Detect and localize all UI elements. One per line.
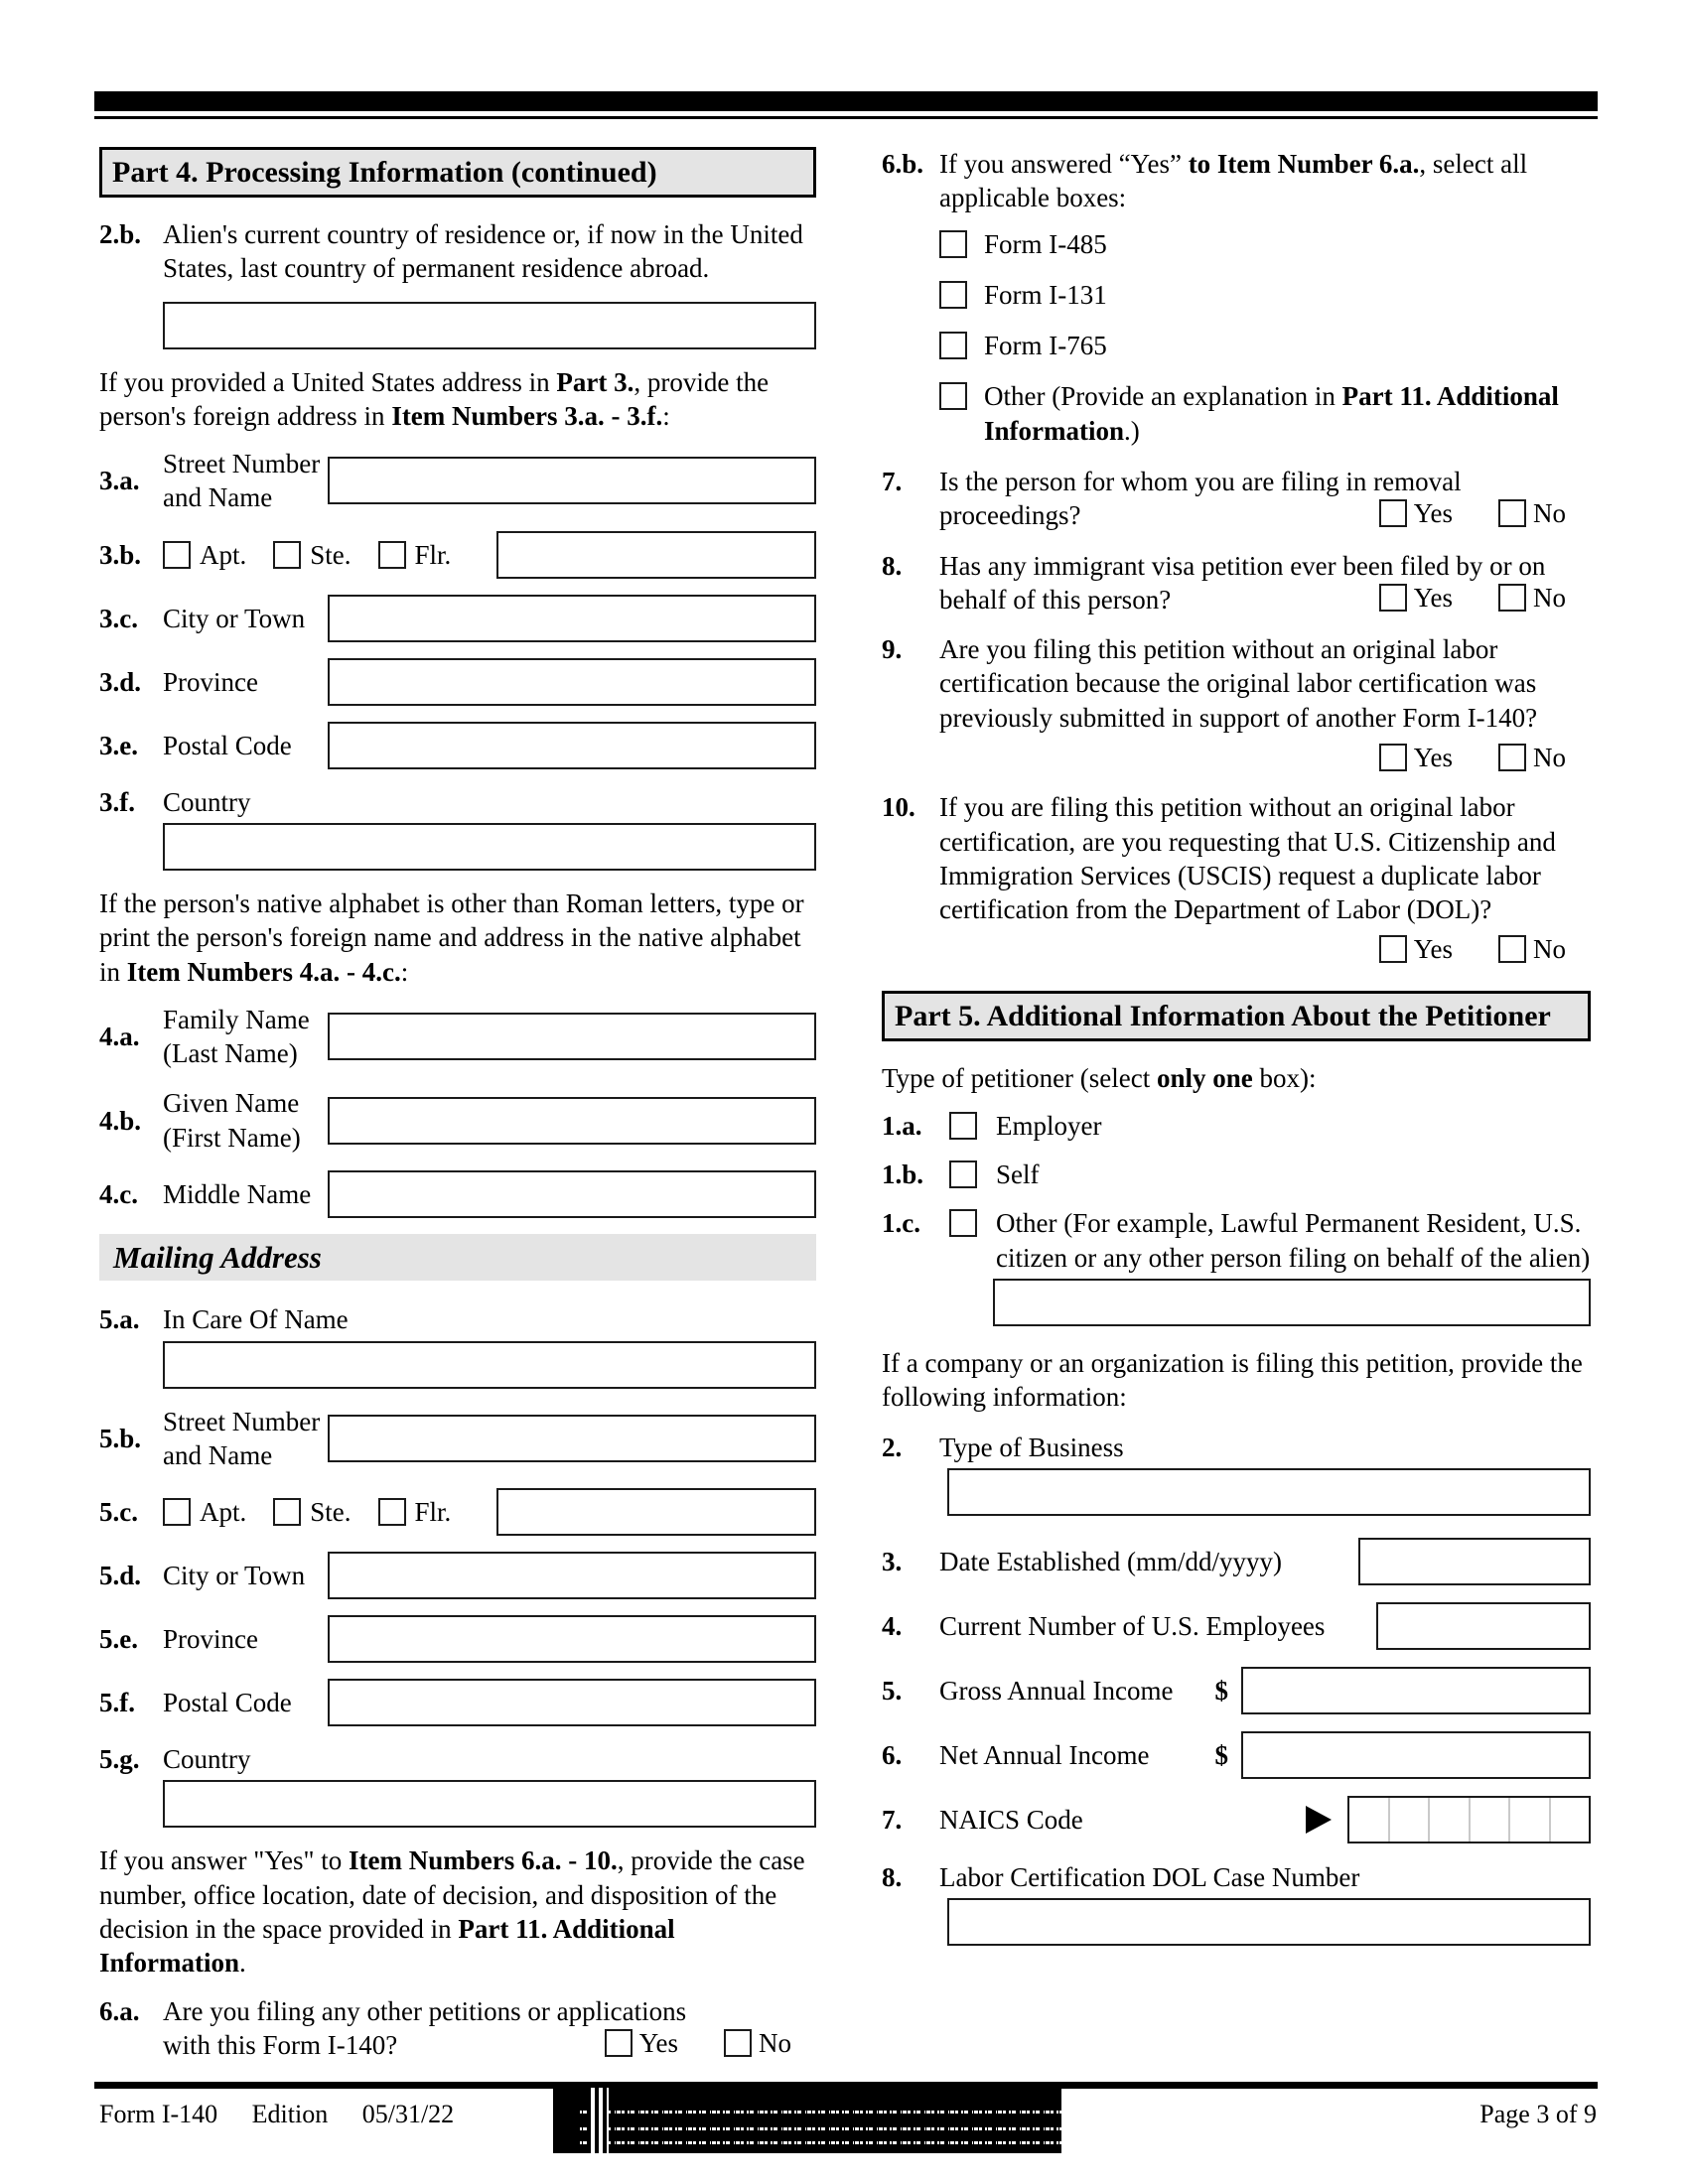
checkbox-3b-flr-label: Flr. xyxy=(414,539,452,570)
question-2b xyxy=(99,217,816,286)
question-3b-number: 3.b. xyxy=(99,539,142,570)
question-7-yes-no xyxy=(1379,496,1566,530)
checkbox-3b-apt[interactable] xyxy=(163,541,191,569)
unit-option-flr xyxy=(378,1495,452,1529)
unit-option-flr xyxy=(378,538,452,572)
checkbox-8-yes-label: Yes xyxy=(1413,582,1453,613)
question-5f xyxy=(99,1679,816,1726)
type-of-petitioner-line: Type of petitioner (select only one box): xyxy=(882,1062,1317,1093)
question-4b xyxy=(99,1086,816,1155)
question-9-yes-no xyxy=(882,741,1591,774)
checkbox-6b-form-i485[interactable] xyxy=(939,230,967,258)
checkbox-5c-apt-label: Apt. xyxy=(200,1497,247,1527)
question-7-label: Is the person for whom you are filing in removal proceedings? xyxy=(939,466,1462,531)
checkbox-5c-flr-label: Flr. xyxy=(414,1497,452,1527)
checkbox-6a-no-label: No xyxy=(759,2027,791,2058)
question-2b-label: Alien's current country of residence or, if now in the United States, last country of permanent residence abroad. xyxy=(163,219,803,284)
question-5e-label: Province xyxy=(163,1624,258,1654)
p5-question-3-label: Date Established (mm/dd/yyyy) xyxy=(939,1546,1282,1576)
input-p5-6-net-annual-income[interactable] xyxy=(1241,1731,1591,1779)
p5-question-5 xyxy=(882,1667,1591,1714)
checkbox-9-no-label: No xyxy=(1533,742,1566,772)
p5-question-7 xyxy=(882,1796,1591,1843)
option-form-i765 xyxy=(939,329,1591,362)
checkbox-10-no[interactable] xyxy=(1498,935,1526,963)
p5-question-7-number: 7. xyxy=(882,1804,903,1835)
input-p5-8-dol-case-number[interactable] xyxy=(947,1898,1591,1946)
question-10-yes-no xyxy=(882,932,1591,966)
top-rule-thin xyxy=(94,116,1598,119)
p5-question-6-number: 6. xyxy=(882,1739,903,1770)
input-1c-other-explanation[interactable] xyxy=(993,1279,1591,1326)
input-5e-province[interactable] xyxy=(328,1615,816,1663)
question-8 xyxy=(882,549,1591,617)
top-rule xyxy=(94,91,1598,111)
checkbox-6b-form-i765[interactable] xyxy=(939,332,967,359)
question-5b xyxy=(99,1405,816,1473)
question-5g xyxy=(99,1742,816,1776)
question-9 xyxy=(882,632,1591,735)
input-5a-in-care-of-name[interactable] xyxy=(163,1341,816,1389)
petitioner-type-other xyxy=(882,1206,1591,1275)
question-7-number: 7. xyxy=(882,466,903,496)
p5-question-6 xyxy=(882,1731,1591,1779)
question-5d-label: City or Town xyxy=(163,1561,306,1590)
question-5f-label: Postal Code xyxy=(163,1688,292,1717)
question-8-number: 8. xyxy=(882,550,903,581)
checkbox-8-no-label: No xyxy=(1533,582,1566,613)
question-3f-label: Country xyxy=(163,786,251,817)
question-3e-number: 3.e. xyxy=(99,730,138,760)
question-5a-label: In Care Of Name xyxy=(163,1304,349,1335)
checkbox-3b-flr[interactable] xyxy=(378,541,406,569)
input-2b-country-of-residence[interactable] xyxy=(163,302,816,349)
question-3b xyxy=(99,531,816,579)
p5-question-8 xyxy=(882,1860,1591,1894)
question-3c-number: 3.c. xyxy=(99,603,138,633)
question-6b-number: 6.b. xyxy=(882,149,924,179)
question-3c-label: City or Town xyxy=(163,603,306,633)
question-8-label: Has any immigrant visa petition ever been filed by or on behalf of this person? xyxy=(939,550,1546,614)
question-3a-label: Street Number and Name xyxy=(163,449,321,513)
question-5g-number: 5.g. xyxy=(99,1744,140,1775)
petitioner-type-self xyxy=(882,1158,1591,1191)
checkbox-5c-apt[interactable] xyxy=(163,1498,191,1526)
mailing-address-header: Mailing Address xyxy=(99,1234,816,1281)
input-3d-province[interactable] xyxy=(328,658,816,706)
checkbox-6b-other[interactable] xyxy=(939,382,967,410)
checkbox-1b-self[interactable] xyxy=(949,1160,977,1188)
p5-question-8-label: Labor Certification DOL Case Number xyxy=(939,1861,1360,1892)
input-p5-4-us-employees[interactable] xyxy=(1376,1602,1591,1650)
input-5d-city[interactable] xyxy=(328,1552,816,1599)
p5-question-2-number: 2. xyxy=(882,1432,903,1462)
input-3f-country[interactable] xyxy=(163,823,816,871)
question-3a-number: 3.a. xyxy=(99,466,140,496)
petitioner-type-employer xyxy=(882,1109,1591,1143)
question-4b-label: Given Name (First Name) xyxy=(163,1088,301,1153)
question-4c-number: 4.c. xyxy=(99,1178,138,1209)
question-5e-number: 5.e. xyxy=(99,1624,138,1654)
question-5g-label: Country xyxy=(163,1744,251,1775)
option-other xyxy=(939,379,1591,448)
question-3f xyxy=(99,785,816,819)
footer-form-info xyxy=(99,2098,482,2130)
checkbox-6b-form-i485-label: Form I-485 xyxy=(984,228,1107,259)
p5-question-5-number: 5. xyxy=(882,1675,903,1706)
p5-question-8-number: 8. xyxy=(882,1861,903,1892)
question-3c xyxy=(99,595,816,642)
p5-question-5-label: Gross Annual Income xyxy=(939,1675,1174,1706)
checkbox-6a-yes[interactable] xyxy=(605,2029,633,2057)
checkbox-7-yes[interactable] xyxy=(1379,499,1407,527)
checkbox-6b-form-i131-label: Form I-131 xyxy=(984,279,1107,310)
input-5b-street-number-name[interactable] xyxy=(328,1415,816,1462)
arrow-right-icon xyxy=(1306,1806,1332,1834)
right-column xyxy=(882,147,1591,1946)
input-5f-postal-code[interactable] xyxy=(328,1679,816,1726)
checkbox-1a-employer-label: Employer xyxy=(996,1110,1102,1141)
p5-question-3-number: 3. xyxy=(882,1546,903,1576)
question-3d-label: Province xyxy=(163,666,258,697)
checkbox-9-yes-label: Yes xyxy=(1413,742,1453,772)
question-5b-label: Street Number and Name xyxy=(163,1406,321,1470)
paragraph-us-address: If you provided a United States address in Part 3., provide the person's foreign address in Item Numbers 3.a. - 3.f.: xyxy=(99,366,770,431)
unit-option-apt xyxy=(163,538,246,572)
dollar-sign: $ xyxy=(1214,1739,1228,1770)
p5-question-3 xyxy=(882,1538,1591,1585)
question-4a-label: Family Name (Last Name) xyxy=(163,1004,310,1069)
p5-question-7-label: NAICS Code xyxy=(939,1804,1083,1835)
checkbox-5c-flr[interactable] xyxy=(378,1498,406,1526)
question-6b xyxy=(882,147,1591,215)
input-4a-family-name[interactable] xyxy=(328,1013,816,1060)
checkbox-10-yes-label: Yes xyxy=(1413,934,1453,965)
barcode xyxy=(553,2088,1061,2153)
question-3f-number: 3.f. xyxy=(99,786,135,817)
question-7 xyxy=(882,465,1591,533)
input-p5-5-gross-annual-income[interactable] xyxy=(1241,1667,1591,1714)
checkbox-9-yes[interactable] xyxy=(1379,744,1407,771)
input-4b-given-name[interactable] xyxy=(328,1097,816,1145)
input-3c-city[interactable] xyxy=(328,595,816,642)
question-3d-number: 3.d. xyxy=(99,666,142,697)
footer-page-number: Page 3 of 9 xyxy=(1479,2100,1597,2128)
checkbox-7-yes-label: Yes xyxy=(1413,498,1453,529)
checkbox-1c-other[interactable] xyxy=(949,1209,977,1237)
input-3e-postal-code[interactable] xyxy=(328,722,816,769)
question-4a-number: 4.a. xyxy=(99,1021,140,1051)
question-10-number: 10. xyxy=(882,792,915,823)
checkbox-3b-ste[interactable] xyxy=(273,541,301,569)
question-5d xyxy=(99,1552,816,1599)
p5-question-6-label: Net Annual Income xyxy=(939,1739,1150,1770)
part5-header: Part 5. Additional Information About the Petitioner xyxy=(882,991,1591,1041)
option-form-i485 xyxy=(939,227,1591,261)
question-1a-number: 1.a. xyxy=(882,1110,922,1141)
checkbox-7-no-label: No xyxy=(1533,498,1566,529)
checkbox-6b-form-i765-label: Form I-765 xyxy=(984,331,1107,361)
paragraph-company-filing: If a company or an organization is filing this petition, provide the following information: xyxy=(882,1348,1583,1413)
p5-question-4-number: 4. xyxy=(882,1610,903,1641)
part4-header: Part 4. Processing Information (continued) xyxy=(99,147,816,198)
checkbox-9-no[interactable] xyxy=(1498,744,1526,771)
checkbox-8-yes[interactable] xyxy=(1379,584,1407,612)
question-9-number: 9. xyxy=(882,634,903,665)
checkbox-1b-self-label: Self xyxy=(996,1160,1040,1190)
question-5b-number: 5.b. xyxy=(99,1423,142,1453)
input-5c-unit-number[interactable] xyxy=(496,1488,816,1536)
p5-question-2 xyxy=(882,1431,1591,1464)
input-p5-7-naics-code[interactable] xyxy=(1347,1796,1591,1843)
p5-question-4 xyxy=(882,1602,1591,1650)
checkbox-6a-no[interactable] xyxy=(724,2029,752,2057)
question-3e xyxy=(99,722,816,769)
footer-form-number: Form I-140 xyxy=(99,2100,218,2128)
question-4a xyxy=(99,1003,816,1071)
question-3a xyxy=(99,447,816,515)
question-4b-number: 4.b. xyxy=(99,1105,142,1136)
checkbox-3b-ste-label: Ste. xyxy=(310,539,352,570)
checkbox-5c-ste-label: Ste. xyxy=(310,1497,352,1527)
input-3a-street-number-name[interactable] xyxy=(328,457,816,504)
checkbox-6b-other-label: Other (Provide an explanation in Part 11. Additional Information.) xyxy=(984,381,1559,446)
checkbox-7-no[interactable] xyxy=(1498,499,1526,527)
question-5e xyxy=(99,1615,816,1663)
unit-option-ste xyxy=(273,538,351,572)
question-10-label: If you are filing this petition without an original labor certification, are you requesting that U.S. Citizenship and Immigration Services (USCIS) request a duplicate labor certification from the Department of Labor (DOL)? xyxy=(939,792,1556,925)
question-5c xyxy=(99,1488,816,1536)
paragraph-native-alphabet: If the person's native alphabet is other than Roman letters, type or print the person's foreign name and address in the native alphabet in Item Numbers 4.a. - 4.c.: xyxy=(99,887,804,987)
p5-question-4-label: Current Number of U.S. Employees xyxy=(939,1610,1326,1641)
question-9-label: Are you filing this petition without an original labor certification because the original labor certification was previously submitted in support of another Form I-140? xyxy=(939,634,1538,733)
question-6a xyxy=(99,1994,816,2063)
question-5d-number: 5.d. xyxy=(99,1561,142,1590)
footer-edition-label: Edition xyxy=(251,2100,329,2128)
paragraph-answer-yes: If you answer "Yes" to Item Numbers 6.a. - 10., provide the case number, office location, date of decision, and disposition of the decision in the space provided in Part 11. Additional Information. xyxy=(99,1845,805,1979)
input-p5-3-date-established[interactable] xyxy=(1358,1538,1591,1585)
question-2b-number: 2.b. xyxy=(99,219,142,249)
unit-option-apt xyxy=(163,1495,246,1529)
question-6b-label: If you answered “Yes” to Item Number 6.a., select all applicable boxes: xyxy=(939,149,1528,213)
checkbox-3b-apt-label: Apt. xyxy=(200,539,247,570)
question-5f-number: 5.f. xyxy=(99,1688,135,1717)
question-6a-number: 6.a. xyxy=(99,1995,140,2026)
input-p5-2-type-of-business[interactable] xyxy=(947,1468,1591,1516)
p5-question-2-label: Type of Business xyxy=(939,1432,1124,1462)
question-4c xyxy=(99,1170,816,1218)
question-3d xyxy=(99,658,816,706)
question-5c-number: 5.c. xyxy=(99,1497,138,1527)
option-form-i131 xyxy=(939,278,1591,312)
dollar-sign: $ xyxy=(1214,1675,1228,1706)
checkbox-5c-ste[interactable] xyxy=(273,1498,301,1526)
checkbox-8-no[interactable] xyxy=(1498,584,1526,612)
question-6a-label: Are you filing any other petitions or applications with this Form I-140? xyxy=(163,1995,687,2060)
question-1c-number: 1.c. xyxy=(882,1208,920,1239)
input-3b-unit-number[interactable] xyxy=(496,531,816,579)
unit-option-ste xyxy=(273,1495,351,1529)
question-5a xyxy=(99,1302,816,1336)
question-1b-number: 1.b. xyxy=(882,1160,924,1190)
question-5a-number: 5.a. xyxy=(99,1304,140,1335)
input-5g-country[interactable] xyxy=(163,1780,816,1828)
question-6a-yes-no xyxy=(605,2026,791,2060)
question-3e-label: Postal Code xyxy=(163,730,292,760)
input-4c-middle-name[interactable] xyxy=(328,1170,816,1218)
checkbox-1a-employer[interactable] xyxy=(949,1112,977,1140)
question-10 xyxy=(882,790,1591,926)
question-4c-label: Middle Name xyxy=(163,1178,312,1209)
checkbox-10-no-label: No xyxy=(1533,934,1566,965)
checkbox-1c-other-label: Other (For example, Lawful Permanent Resident, U.S. citizen or any other person filing on behalf of the alien) xyxy=(996,1208,1591,1273)
checkbox-6b-form-i131[interactable] xyxy=(939,281,967,309)
footer-edition-date: 05/31/22 xyxy=(361,2100,455,2128)
checkbox-10-yes[interactable] xyxy=(1379,935,1407,963)
checkbox-6a-yes-label: Yes xyxy=(638,2027,678,2058)
left-column xyxy=(99,147,816,2078)
question-8-yes-no xyxy=(1379,581,1566,614)
